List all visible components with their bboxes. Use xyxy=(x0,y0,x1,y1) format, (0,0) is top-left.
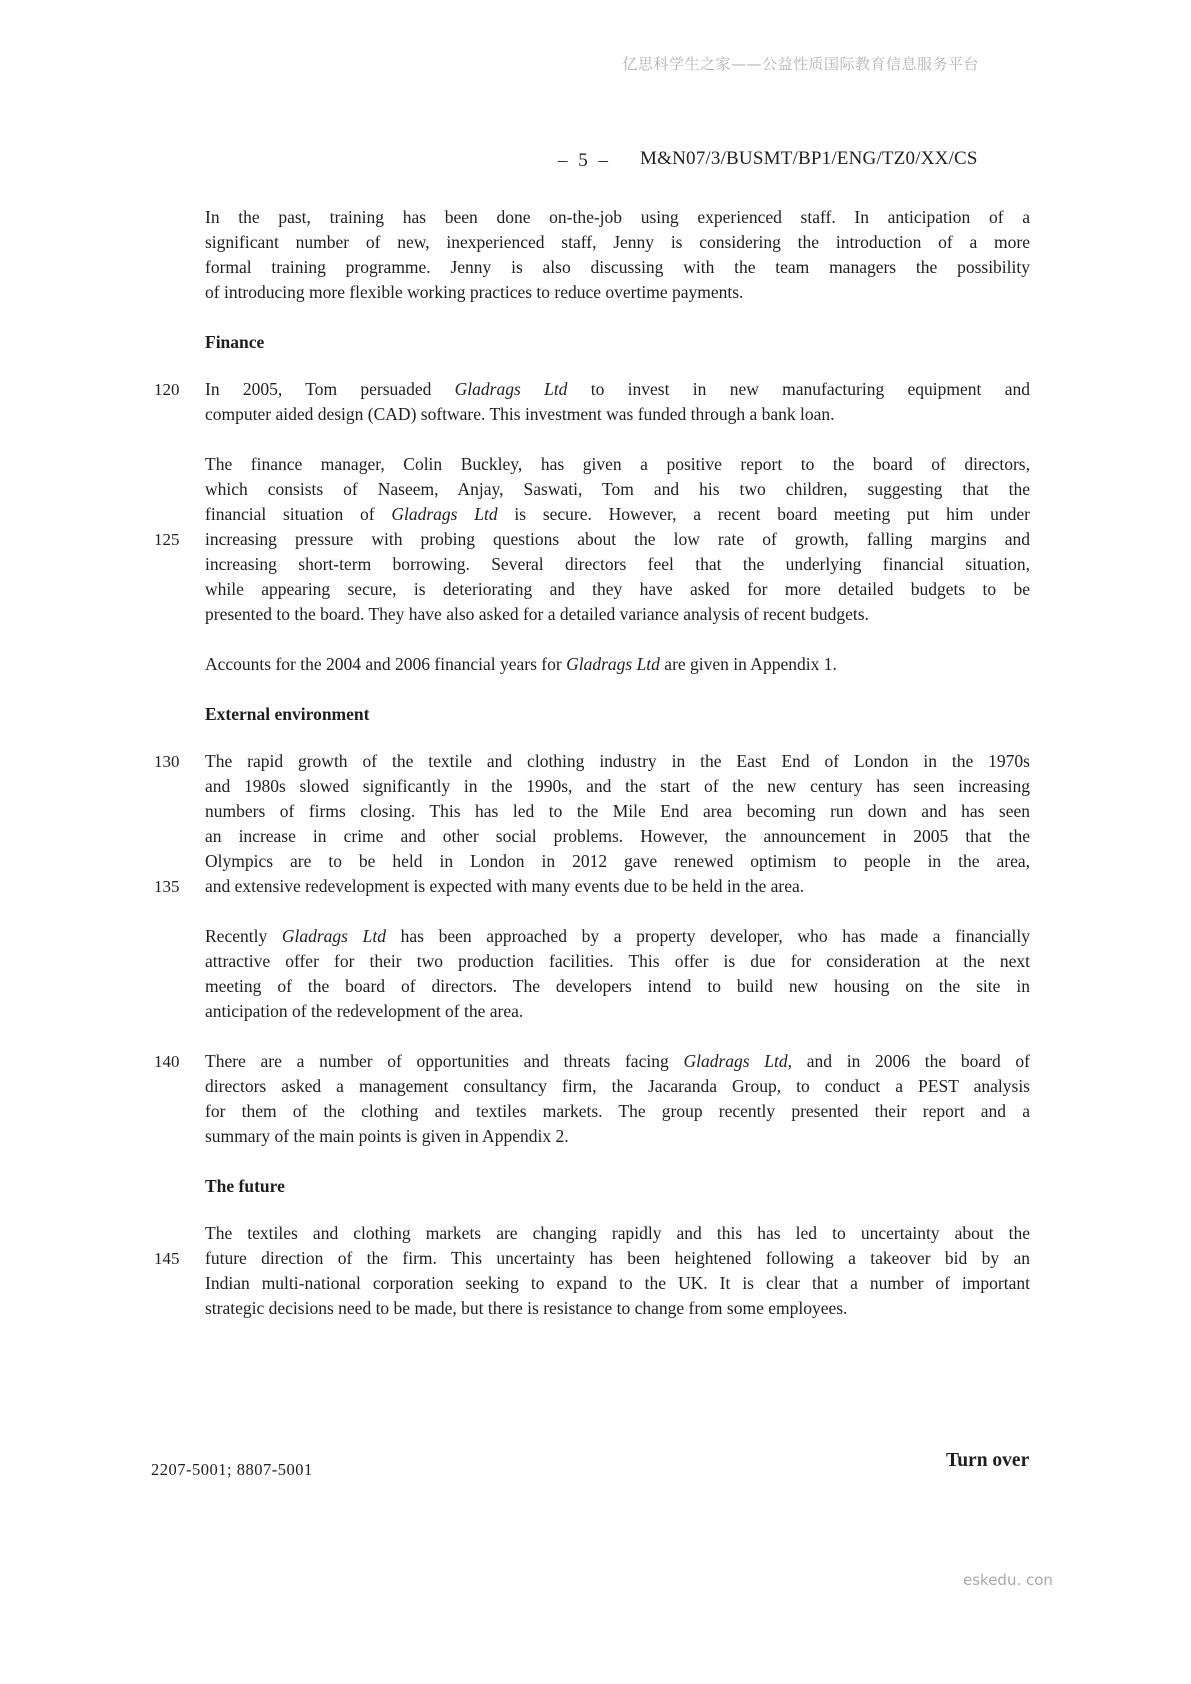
text-line xyxy=(205,652,1030,677)
line-text: which consists of Naseem, Anjay, Saswati, Tom and his two children, suggesting that the xyxy=(205,479,1030,499)
text-line xyxy=(154,377,1030,402)
line-text: an increase in crime and other social problems. However, the announcement in 2005 that the xyxy=(205,826,1030,846)
text-line xyxy=(205,255,1030,280)
line-number: 145 xyxy=(154,1249,180,1268)
line-text: In 2005, Tom persuaded Gladrags Ltd to invest in new manufacturing equipment and xyxy=(205,379,1030,399)
line-text: formal training programme. Jenny is also discussing with the team managers the possibility xyxy=(205,257,1030,277)
line-text: and extensive redevelopment is expected with many events due to be held in the area. xyxy=(205,876,805,896)
line-text: increasing short-term borrowing. Several directors feel that the underlying financial situation, xyxy=(205,554,1030,574)
text-line xyxy=(205,230,1030,255)
text-line xyxy=(205,502,1030,527)
line-text: for them of the clothing and textiles markets. The group recently presented their report and a xyxy=(205,1101,1030,1121)
text-line xyxy=(205,949,1030,974)
text-line xyxy=(205,402,1030,427)
paragraph xyxy=(154,377,1030,427)
text-line xyxy=(205,1296,1030,1321)
line-text: significant number of new, inexperienced staff, Jenny is considering the introduction of a more xyxy=(205,232,1030,252)
line-number: 120 xyxy=(154,380,180,399)
paragraph xyxy=(154,1049,1030,1149)
line-text: strategic decisions need to be made, but there is resistance to change from some employees. xyxy=(205,1298,848,1318)
section-heading: External environment xyxy=(205,704,370,724)
line-text: attractive offer for their two production facilities. This offer is due for consideration at the next xyxy=(205,951,1030,971)
paragraph xyxy=(205,205,1030,305)
line-text: There are a number of opportunities and threats facing Gladrags Ltd, and in 2006 the board of xyxy=(205,1051,1030,1071)
text-line xyxy=(205,799,1030,824)
line-number: 125 xyxy=(154,530,180,549)
bottom-watermark: eskedu. con xyxy=(963,1571,1053,1589)
paper-code: M&N07/3/BUSMT/BP1/ENG/TZ0/XX/CS xyxy=(640,148,978,169)
text-line xyxy=(205,1099,1030,1124)
top-watermark: 亿思科学生之家——公益性质国际教育信息服务平台 xyxy=(622,55,979,73)
line-text: In the past, training has been done on-the-job using experienced staff. In anticipation of a xyxy=(205,207,1030,227)
line-number: 135 xyxy=(154,877,180,896)
text-line xyxy=(205,849,1030,874)
footer-print-code: 2207-5001; 8807-5001 xyxy=(151,1460,313,1479)
text-line xyxy=(205,452,1030,477)
text-line xyxy=(205,205,1030,230)
paragraph xyxy=(205,924,1030,1024)
text-line xyxy=(205,974,1030,999)
line-text: and 1980s slowed significantly in the 1990s, and the start of the new century has seen increasing xyxy=(205,776,1030,796)
text-line xyxy=(154,527,1030,552)
text-line xyxy=(205,552,1030,577)
text-line xyxy=(154,1246,1030,1271)
text-line xyxy=(205,1074,1030,1099)
text-line xyxy=(205,1271,1030,1296)
line-text: numbers of firms closing. This has led to the Mile End area becoming run down and has seen xyxy=(205,801,1030,821)
text-line xyxy=(205,1124,1030,1149)
line-number: 130 xyxy=(154,752,180,771)
document-body xyxy=(154,205,1031,1346)
line-text: summary of the main points is given in Appendix 2. xyxy=(205,1126,569,1146)
text-line xyxy=(205,774,1030,799)
text-line xyxy=(154,1049,1030,1074)
text-line xyxy=(205,280,1030,305)
line-text: while appearing secure, is deteriorating and they have asked for more detailed budgets to be xyxy=(205,579,1030,599)
line-text: presented to the board. They have also asked for a detailed variance analysis of recent budgets. xyxy=(205,604,869,624)
section-heading: Finance xyxy=(205,332,265,352)
line-text: directors asked a management consultancy firm, the Jacaranda Group, to conduct a PEST analysis xyxy=(205,1076,1030,1096)
text-line xyxy=(154,874,1030,899)
line-text: The textiles and clothing markets are changing rapidly and this has led to uncertainty about the xyxy=(205,1223,1030,1243)
section-heading: The future xyxy=(205,1176,285,1196)
text-line xyxy=(205,924,1030,949)
paragraph xyxy=(154,749,1030,899)
text-line xyxy=(205,477,1030,502)
line-number: 140 xyxy=(154,1052,180,1071)
line-text: computer aided design (CAD) software. This investment was funded through a bank loan. xyxy=(205,404,835,424)
line-text: Accounts for the 2004 and 2006 financial years for Gladrags Ltd are given in Appendix 1. xyxy=(205,654,837,674)
paragraph xyxy=(154,1221,1030,1321)
paragraph xyxy=(205,652,1030,677)
text-line xyxy=(154,749,1030,774)
line-text: The rapid growth of the textile and clothing industry in the East End of London in the 1970s xyxy=(205,751,1030,771)
line-text: increasing pressure with probing questions about the low rate of growth, falling margins and xyxy=(205,529,1030,549)
text-line xyxy=(205,577,1030,602)
line-text: meeting of the board of directors. The developers intend to build new housing on the site in xyxy=(205,976,1030,996)
paragraph xyxy=(154,452,1030,627)
text-line xyxy=(205,999,1030,1024)
text-line xyxy=(205,602,1030,627)
page-number: – 5 – xyxy=(558,150,611,171)
line-text: of introducing more flexible working practices to reduce overtime payments. xyxy=(205,282,744,302)
text-line xyxy=(205,824,1030,849)
line-text: The finance manager, Colin Buckley, has given a positive report to the board of directors, xyxy=(205,454,1030,474)
text-line xyxy=(205,1221,1030,1246)
line-text: Recently Gladrags Ltd has been approached by a property developer, who has made a financially xyxy=(205,926,1031,946)
line-text: future direction of the firm. This uncertainty has been heightened following a takeover bid by an xyxy=(205,1248,1030,1268)
line-text: financial situation of Gladrags Ltd is secure. However, a recent board meeting put him under xyxy=(205,504,1030,524)
line-text: Olympics are to be held in London in 2012 gave renewed optimism to people in the area, xyxy=(205,851,1030,871)
line-text: anticipation of the redevelopment of the area. xyxy=(205,1001,524,1021)
turn-over-label: Turn over xyxy=(946,1450,1030,1471)
line-text: Indian multi-national corporation seeking to expand to the UK. It is clear that a number of important xyxy=(205,1273,1030,1293)
